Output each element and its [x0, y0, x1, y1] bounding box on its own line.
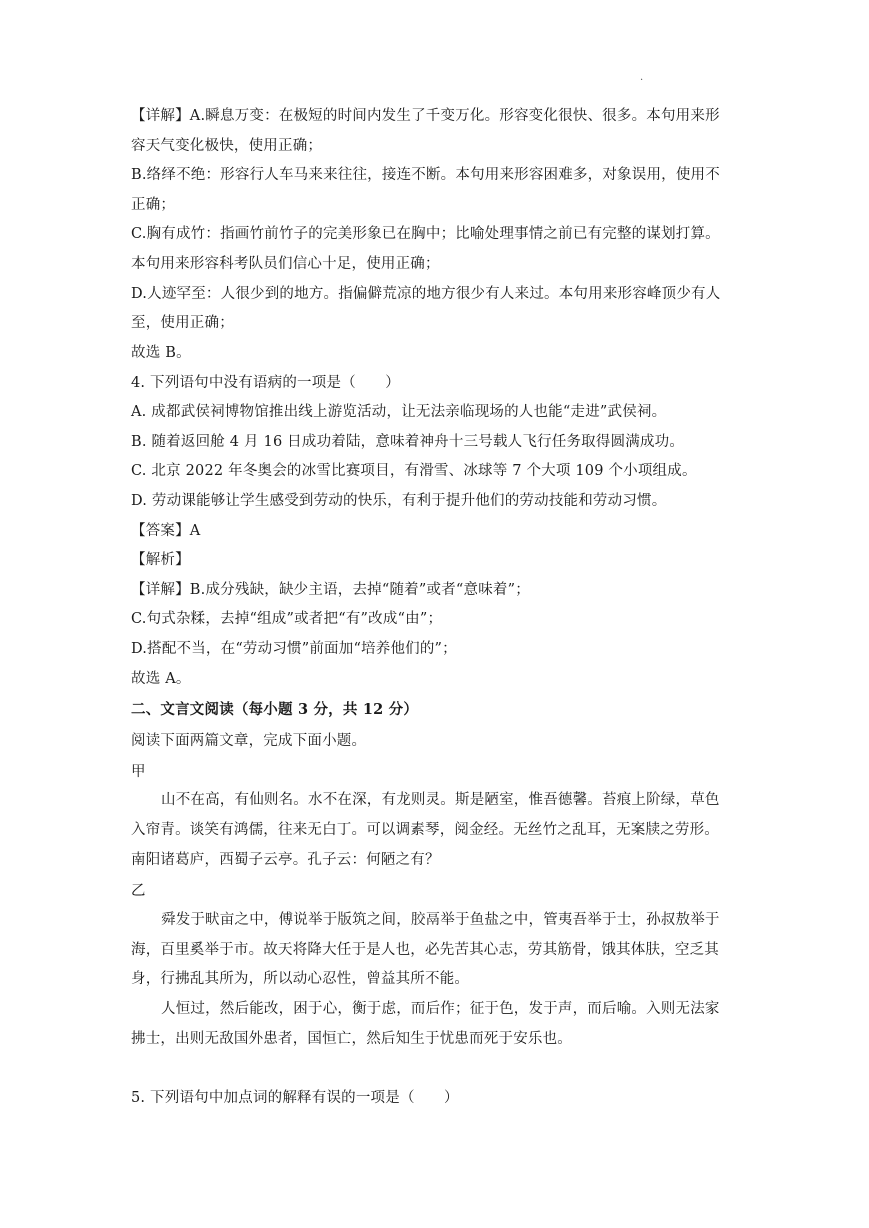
page-mark: .: [640, 72, 644, 83]
explanation-line: C.胸有成竹：指画竹前竹子的完美形象已在胸中；比喻处理事情之前已有完整的谋划打算。: [131, 226, 720, 242]
passage-yi-line: 人恒过，然后能改，困于心，衡于虑，而后作；征于色，发于声，而后喻。入则无法家: [161, 1001, 720, 1017]
option-c: C. 北京 2022 年冬奥会的冰雪比赛项目，有滑雪、冰球等 7 个大项 109 个小项组成。: [131, 463, 697, 479]
passage-jia-line: 南阳诸葛庐，西蜀子云亭。孔子云：何陋之有？: [131, 852, 440, 868]
explanation-line: D.搭配不当，在“劳动习惯”前面加“培养他们的”；: [131, 641, 457, 657]
passage-yi-line: 身，行拂乱其所为，所以动心忍性，曾益其所不能。: [131, 971, 470, 987]
explanation-line: 容天气变化极快，使用正确；: [131, 138, 323, 154]
passage-label-jia: 甲: [131, 764, 146, 780]
conclusion-line: 故选 B。: [131, 345, 191, 361]
explanation-line: D.人迹罕至：人很少到的地方。指偏僻荒凉的地方很少有人来过。本句用来形容峰顶少有人: [131, 286, 721, 302]
passage-label-yi: 乙: [131, 883, 146, 899]
passage-yi-line: 舜发于畎亩之中，傅说举于版筑之间，胶鬲举于鱼盐之中，管夷吾举于士，孙叔敖举于: [161, 912, 720, 928]
option-d: D. 劳动课能够让学生感受到劳动的快乐，有利于提升他们的劳动技能和劳动习惯。: [131, 493, 667, 509]
explanation-line: C.句式杂糅，去掉“组成”或者把“有”改成“由”；: [131, 611, 443, 627]
option-a: A. 成都武侯祠博物馆推出线上游览活动，让无法亲临现场的人也能“走进”武侯祠。: [131, 404, 667, 420]
analysis-heading: 【解析】: [131, 552, 190, 568]
instruction-line: 阅读下面两篇文章，完成下面小题。: [131, 733, 367, 749]
passage-jia-line: 山不在高，有仙则名。水不在深，有龙则灵。斯是陋室，惟吾德馨。苔痕上阶绿，草色: [161, 792, 720, 808]
passage-yi-line: 拂士，出则无敌国外患者，国恒亡，然后知生于忧患而死于安乐也。: [131, 1031, 572, 1047]
answer-line: 【答案】A: [131, 523, 201, 539]
explanation-line: 至，使用正确；: [131, 315, 234, 331]
explanation-line: 【详解】A.瞬息万变：在极短的时间内发生了千变万化。形容变化很快、很多。本句用来形: [131, 108, 720, 124]
passage-jia-line: 入帘青。谈笑有鸿儒，往来无白丁。可以调素琴，阅金经。无丝竹之乱耳，无案牍之劳形。: [131, 822, 719, 838]
passage-yi-line: 海，百里奚举于市。故天将降大任于是人也，必先苦其心志，劳其筋骨，饿其体肤，空乏其: [131, 942, 719, 958]
option-b: B. 随着返回舱 4 月 16 日成功着陆，意味着神舟十三号载人飞行任务取得圆满成功。: [131, 434, 685, 450]
explanation-line: 正确；: [131, 197, 176, 213]
section-heading: 二、文言文阅读（每小题 3 分，共 12 分）: [131, 701, 419, 718]
explanation-line: 【详解】B.成分残缺，缺少主语，去掉“随着”或者“意味着”；: [131, 582, 530, 598]
conclusion-line: 故选 A。: [131, 671, 191, 687]
explanation-line: 本句用来形容科考队员们信心十足，使用正确；: [131, 256, 440, 272]
question-4-stem: 4. 下列语句中没有语病的一项是（ ）: [131, 375, 400, 391]
explanation-line: B.络绎不绝：形容行人车马来来往往，接连不断。本句用来形容困难多，对象误用，使用不: [131, 167, 720, 183]
question-5-stem: 5. 下列语句中加点词的解释有误的一项是（ ）: [131, 1090, 459, 1106]
